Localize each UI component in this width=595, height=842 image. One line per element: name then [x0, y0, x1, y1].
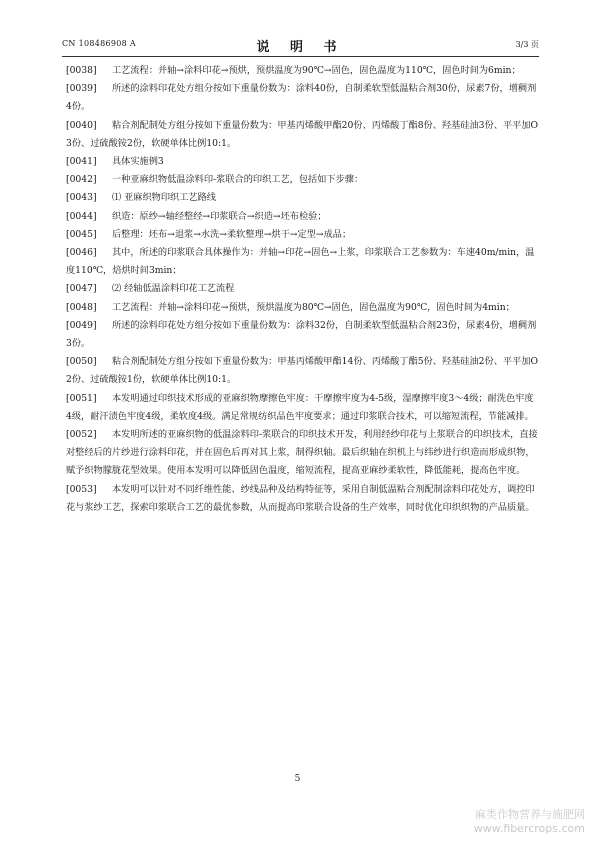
paragraph-text: ⑴ 亚麻织物印织工艺路线	[112, 192, 216, 204]
paragraph-number: [0038]	[66, 65, 97, 76]
paragraph	[66, 226, 538, 244]
header-divider	[62, 56, 539, 57]
paragraph	[66, 353, 538, 389]
paragraph-text: 具体实施例3	[112, 156, 164, 168]
paragraph	[66, 208, 538, 226]
paragraph	[66, 280, 538, 298]
paragraph-text: 所述的涂料印花处方组分按如下重量份数为：涂料32份，自制柔软型低温粘合剂23份，尿素4份，增稠剂3份。	[66, 319, 537, 350]
paragraph	[66, 189, 538, 207]
paragraph-number: [0049]	[66, 319, 97, 331]
paragraph-text: 工艺流程：并轴→涂料印花→预烘，预烘温度为90℃→固色，固色温度为110℃，固色时间为6min；	[112, 65, 521, 76]
paragraph	[66, 171, 538, 189]
document-title: 说 明 书	[256, 40, 345, 55]
paragraph-text: 一种亚麻织物低温涂料印-浆联合的印织工艺，包括如下步骤：	[112, 174, 364, 186]
paragraph-text: 工艺流程：并轴→涂料印花→预烘，预烘温度为80℃→固色，固色温度为90℃，固色时间为4min；	[112, 301, 515, 313]
paragraph	[66, 244, 538, 280]
page-number: 5	[294, 774, 301, 784]
paragraph	[66, 426, 538, 481]
paragraph-text: 本发明通过印织技术形成的亚麻织物摩擦色牢度：干摩擦牢度为4-5级，湿摩擦牢度3～4级；耐洗色牢度4级，耐汗渍色牢度4级，柔软度4级。满足常规纺织品色牢度要求；通过印浆联合技术，可以缩短流程，节能减排。	[66, 392, 534, 422]
paragraph	[66, 299, 538, 317]
paragraph-number: [0041]	[66, 156, 97, 168]
paragraph-text: 所述的涂料印花处方组分按如下重量份数为：涂料40份，自制柔软型低温粘合剂30份，尿素7份，增稠剂4份。	[66, 83, 537, 113]
paragraph-number: [0042]	[66, 174, 97, 186]
page-indicator: 3/3 页	[515, 40, 539, 49]
paragraph-text: 本发明所述的亚麻织物的低温涂料印-浆联合的印织技术开发，利用经纱印花与上浆联合的印织技术，直接对整经后的片纱进行涂料印花，并在固色后再对其上浆，制得织轴。最后织轴在织机上与纬纱进行织造而形成织物，赋予织物朦胧花型效果。使用本发明可以降低固色温度，缩短流程，提高亚麻纱柔软性，降低能耗，提高色牢度。	[66, 429, 538, 477]
paragraph-number: [0050]	[66, 356, 97, 368]
paragraph-number: [0053]	[66, 483, 97, 495]
paragraph-number: [0048]	[66, 301, 97, 313]
paragraph-number: [0045]	[66, 228, 97, 240]
patent-number: CN 108486908 A	[62, 39, 136, 48]
paragraph-number: [0039]	[66, 83, 97, 95]
paragraph-number: [0044]	[66, 210, 97, 222]
paragraph	[66, 80, 538, 116]
paragraph-number: [0051]	[66, 392, 97, 404]
paragraph-text: ⑵ 经轴低温涂料印花工艺流程	[112, 283, 235, 295]
paragraph-text: 粘合剂配制处方组分按如下重量份数为：甲基丙烯酸甲酯14份、丙烯酸丁酯5份、羟基硅油2份、平平加O 2份、过硫酸铵1份，软硬单体比例10:1。	[66, 356, 538, 386]
document-body	[66, 62, 538, 517]
paragraph-number: [0052]	[66, 429, 97, 441]
paragraph	[66, 153, 538, 171]
paragraph-number: [0043]	[66, 192, 97, 204]
paragraph	[66, 62, 538, 80]
watermark-line-2: www.fibercrops.com	[473, 822, 585, 835]
paragraph-number: [0040]	[66, 119, 97, 131]
paragraph-number: [0047]	[66, 283, 97, 295]
paragraph-text: 织造：原纱→轴经整经→印浆联合→织造→坯布检验；	[112, 210, 327, 222]
paragraph-text: 粘合剂配制处方组分按如下重量份数为：甲基丙烯酸甲酯20份、丙烯酸丁酯8份、羟基硅油3份、平平加O 3份、过硫酸铵2份，软硬单体比例10:1。	[66, 119, 538, 149]
paragraph-text: 其中，所述的印浆联合具体操作为：并轴→印花→固色→上浆，印浆联合工艺参数为：车速40m/min，温度110℃，焙烘时间3min；	[66, 247, 535, 277]
paragraph-number: [0046]	[66, 247, 97, 259]
paragraph	[66, 481, 538, 517]
watermark	[474, 808, 585, 836]
paragraph	[66, 317, 538, 353]
paragraph-text: 后整理：坯布→退浆→水洗→柔软整理→烘干→定型→成品；	[112, 228, 352, 240]
paragraph	[66, 117, 538, 153]
page-header	[62, 36, 539, 54]
watermark-line-1: 麻类作物营养与施肥网	[475, 808, 585, 821]
paragraph	[66, 390, 538, 426]
paragraph-text: 本发明可以针对不同纤维性能、纱线品种及结构特征等，采用自制低温粘合剂配制涂料印花处方，调控印花与浆纱工艺，探索印浆联合工艺的最优参数，从而提高印浆联合设备的生产效率，同时优化印织织物的产品质量。	[66, 483, 535, 513]
